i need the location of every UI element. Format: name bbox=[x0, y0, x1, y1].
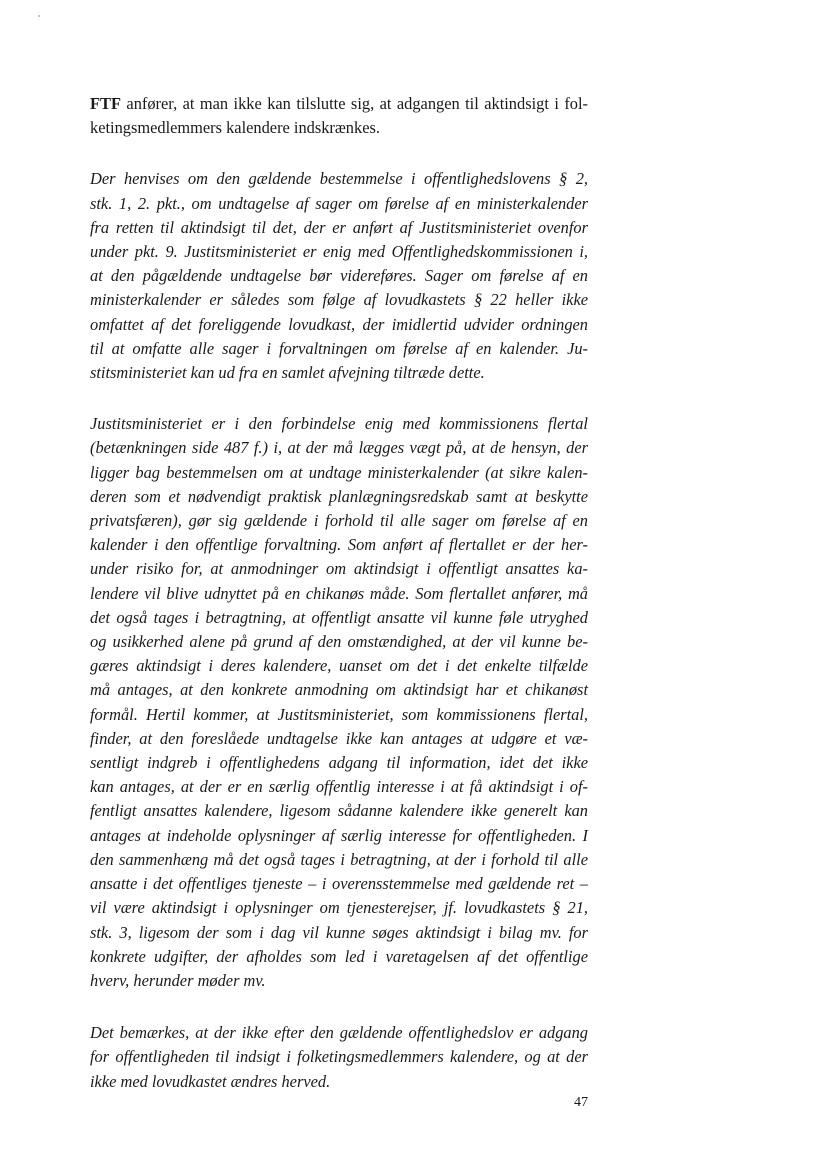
paragraph-line: fentligt ansattes kalendere, ligesom sådanne kalendere ikke generelt kan bbox=[90, 801, 588, 821]
paragraph-line: under pkt. 9. Justitsministeriet er enig med Offentlighedskommissionen i, bbox=[90, 242, 588, 262]
paragraph-line: stk. 1, 2. pkt., om undtagelse af sager om førelse af en ministerkalender bbox=[90, 193, 588, 213]
paragraph-line bbox=[90, 92, 588, 116]
paragraph-line: Det bemærkes, at der ikke efter den gældende offentlighedslov er adgang bbox=[90, 1023, 588, 1043]
paragraph-line: ikke med lovudkastet ændres herved. bbox=[90, 1071, 331, 1091]
paragraph-line: kan antages, at der er en særlig offentlig interesse i at få aktindsigt i of- bbox=[90, 777, 588, 797]
paragraph-line: gæres aktindsigt i deres kalendere, uanset om det i det enkelte tilfælde bbox=[90, 656, 588, 676]
organization-name: FTF bbox=[90, 94, 121, 113]
paragraph-line: at den pågældende undtagelse bør videreføres. Sager om førelse af en bbox=[90, 266, 588, 286]
paragraph-line: fra retten til aktindsigt til det, der er anført af Justitsministeriet ovenfor bbox=[90, 217, 588, 237]
paragraph-line: til at omfatte alle sager i forvaltningen om førelse af en kalender. Ju- bbox=[90, 338, 588, 358]
paragraph-line: stk. 3, ligesom der som i dag vil kunne søges aktindsigt i bilag mv. for bbox=[90, 922, 588, 942]
document-body bbox=[90, 92, 588, 1118]
paragraph-line: ministerkalender er således som følge af lovudkastets § 22 heller ikke bbox=[90, 290, 588, 310]
paragraph-line: omfattet af det foreliggende lovudkast, der imidlertid udvider ordningen bbox=[90, 314, 588, 334]
paragraph-line: Justitsministeriet er i den forbindelse enig med kommissionens flertal bbox=[90, 414, 588, 434]
paragraph-line: konkrete udgifter, der afholdes som led i varetagelsen af det offentlige bbox=[90, 946, 588, 966]
paragraph-line: ketingsmedlemmers kalendere indskrænkes. bbox=[90, 118, 380, 138]
paragraph-line: ansatte i det offentliges tjeneste – i overensstemmelse med gældende ret – bbox=[90, 874, 588, 894]
paragraph-ftf-statement bbox=[90, 92, 588, 140]
paragraph-line: den sammenhæng må det også tages i betragtning, at der i forhold til alle bbox=[90, 849, 588, 869]
paragraph-line: det også tages i betragtning, at offentligt ansatte vil kunne føle utryghed bbox=[90, 607, 588, 627]
paragraph-ministerkalender bbox=[90, 167, 588, 385]
paragraph-line: antages at indeholde oplysninger af særlig interesse for offentligheden. I bbox=[90, 825, 588, 845]
paragraph-line: ligger bag bestemmelsen om at undtage ministerkalender (at sikre kalen- bbox=[90, 462, 588, 482]
paragraph-line: kalender i den offentlige forvaltning. Som anført af flertallet er der her- bbox=[90, 535, 588, 555]
paragraph-line: lendere vil blive udnyttet på en chikanøs måde. Som flertallet anfører, må bbox=[90, 583, 588, 603]
paragraph-line: sentligt indgreb i offentlighedens adgang til information, idet det ikke bbox=[90, 753, 588, 773]
paragraph-line: hverv, herunder møder mv. bbox=[90, 970, 266, 990]
paragraph-line: vil være aktindsigt i oplysninger om tjenesterejser, jf. lovudkastets § 21, bbox=[90, 898, 588, 918]
paragraph-line: (betænkningen side 487 f.) i, at der må lægges vægt på, at de hensyn, der bbox=[90, 438, 588, 458]
paragraph-line: Der henvises om den gældende bestemmelse i offentlighedslovens § 2, bbox=[90, 169, 588, 189]
paragraph-line: og usikkerhed alene på grund af den omstændighed, at der vil kunne be- bbox=[90, 632, 588, 652]
paragraph-line: privatsfæren), gør sig gældende i forhold til alle sager om førelse af en bbox=[90, 511, 588, 531]
paragraph-line: finder, at den foreslåede undtagelse ikke kan antages at udgøre et væ- bbox=[90, 728, 588, 748]
paragraph-line: for offentligheden til indsigt i folketingsmedlemmers kalendere, og at der bbox=[90, 1047, 588, 1067]
paragraph-line: stitsministeriet kan ud fra en samlet afvejning tiltræde dette. bbox=[90, 363, 485, 383]
paragraph-line: må antages, at den konkrete anmodning om aktindsigt har et chikanøst bbox=[90, 680, 588, 700]
page-number: 47 bbox=[574, 1095, 588, 1110]
paragraph-line: formål. Hertil kommer, at Justitsministeriet, som kommissionens flertal, bbox=[90, 704, 588, 724]
scan-speck bbox=[38, 15, 40, 17]
paragraph-line: under risiko for, at anmodninger om aktindsigt i offentligt ansattes ka- bbox=[90, 559, 588, 579]
paragraph-folketingsmedlemmer bbox=[90, 1021, 588, 1094]
paragraph-line-text: anfører, at man ikke kan tilslutte sig, at adgangen til aktindsigt i fol- bbox=[120, 94, 588, 113]
paragraph-flertal bbox=[90, 412, 588, 993]
paragraph-line: deren som et nødvendigt praktisk planlægningsredskab samt at beskytte bbox=[90, 486, 588, 506]
